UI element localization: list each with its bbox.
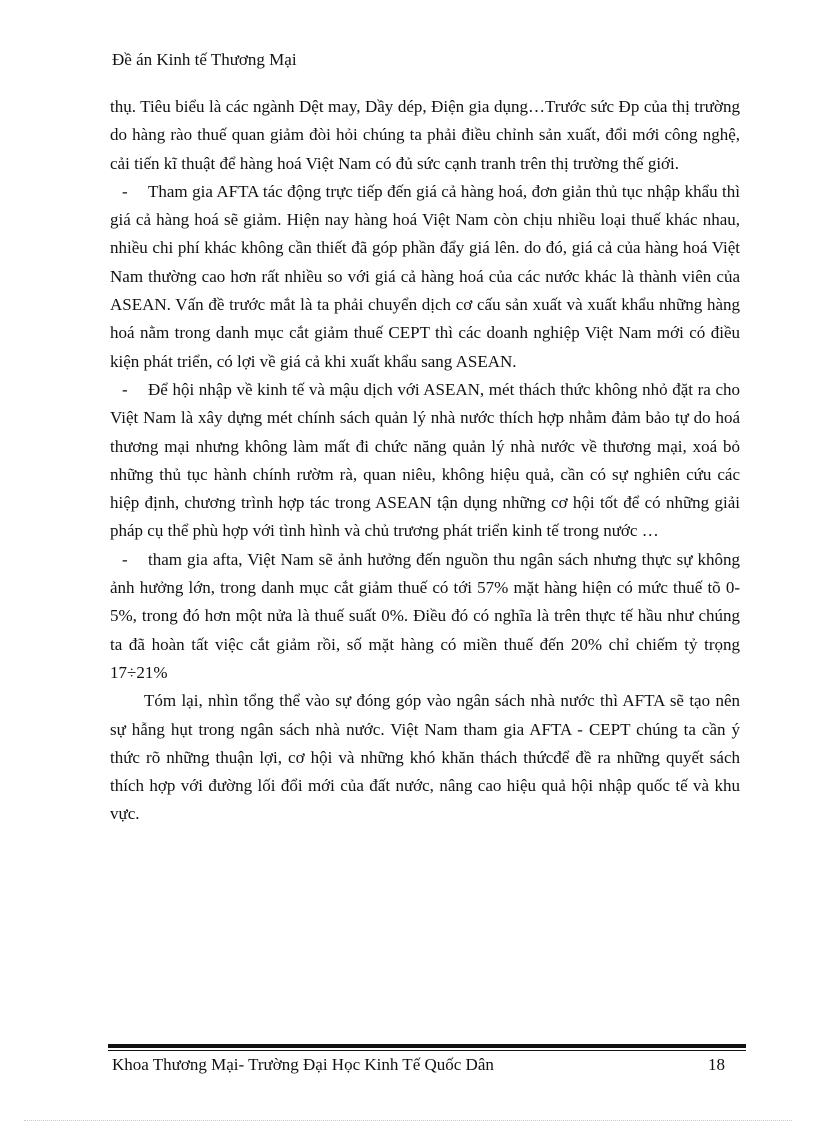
bullet-item — [110, 178, 740, 376]
document-body — [110, 93, 740, 829]
bullet-item — [110, 546, 740, 687]
bullet-dash: - — [122, 181, 128, 201]
bullet-text: Để hội nhập về kinh tế và mậu dịch với ASEAN, mét thách thức không nhỏ đặt ra cho Việt Nam là xây dựng mét chính sách quản lý nhà nước thích hợp nhằm đảm bảo tự do hoá thương mại nhưng không làm mất đi chức năng quản lý nhà nước về thương mại, xoá bỏ những thủ tục hành chính rườm rà, quan niêu, không hiệu quả, cần có sự nghiên cứu các hiệp định, chương trình hợp tác trong ASEAN tận dụng những cơ hội tốt để có những giải pháp cụ thể phù hợp với tình hình và chủ trương phát triển kinh tế trong nước … — [110, 379, 740, 541]
summary-paragraph: Tóm lại, nhìn tổng thể vào sự đóng góp vào ngân sách nhà nước thì AFTA sẽ tạo nên sự hẫng hụt trong ngân sách nhà nước. Việt Nam tham gia AFTA - CEPT chúng ta cần ý thức rõ những thuận lợi, cơ hội và những khó khăn thách thứcđể đề ra những quyết sách thích hợp với đường lối đổi mới của đất nước, nâng cao hiệu quả hội nhập quốc tế và khu vực. — [110, 691, 740, 824]
page-edge-divider — [24, 1120, 792, 1121]
footer-institution: Khoa Thương Mại- Trường Đại Học Kinh Tế Quốc Dân — [112, 1055, 494, 1074]
bullet-dash: - — [122, 379, 128, 399]
footer-rule-thick — [108, 1044, 746, 1048]
bullet-dash: - — [122, 549, 128, 569]
bullet-item — [110, 376, 740, 546]
page-number: 18 — [708, 1055, 725, 1074]
bullet-text: Tham gia AFTA tác động trực tiếp đến giá cả hàng hoá, đơn giản thủ tục nhập khẩu thì giá cả hàng hoá sẽ giảm. Hiện nay hàng hoá Việt Nam còn chịu nhiều loại thuế khác nhau, nhiều chi phí khác không cần thiết đã góp phần đẩy giá lên. do đó, giá cả của hàng hoá Việt Nam thường cao hơn rất nhiều so với giá cả hàng hoá của các nước khác là thành viên của ASEAN. Vấn đề trước mắt là ta phải chuyển dịch cơ cấu sản xuất và xuất khẩu những hàng hoá nằm trong danh mục cắt giảm thuế CEPT thì các doanh nghiệp Việt Nam mới có điều kiện phát triển, có lợi về giá cả khi xuất khẩu sang ASEAN. — [110, 181, 740, 371]
opening-paragraph: thụ. Tiêu biểu là các ngành Dệt may, Dầy dép, Điện gia dụng…Trước sức Ðp của thị trường do hàng rào thuế quan giảm đòi hỏi chúng ta phải điều chỉnh sản xuất, đổi mới công nghệ, cải tiến kĩ thuật để hàng hoá Việt Nam có đủ sức cạnh tranh trên thị trường thế giới. — [110, 97, 740, 173]
page-header-title: Đề án Kinh tế Thương Mại — [112, 50, 297, 69]
bullet-text: tham gia afta, Việt Nam sẽ ảnh hưởng đến nguồn thu ngân sách nhưng thực sự không ảnh hưởng lớn, trong danh mục cắt giảm thuế có tới 57% mặt hàng hiện có mức thuế tõ 0-5%, trong đó hơn một nửa là thuế suất 0%. Điều đó có nghĩa là trên thực tế hầu như chúng ta đã hoàn tất việc cắt giảm rồi, số mặt hàng có miền thuế đến 20% chỉ chiếm tỷ trọng 17÷21% — [110, 549, 740, 682]
footer-rule-thin — [108, 1050, 746, 1051]
